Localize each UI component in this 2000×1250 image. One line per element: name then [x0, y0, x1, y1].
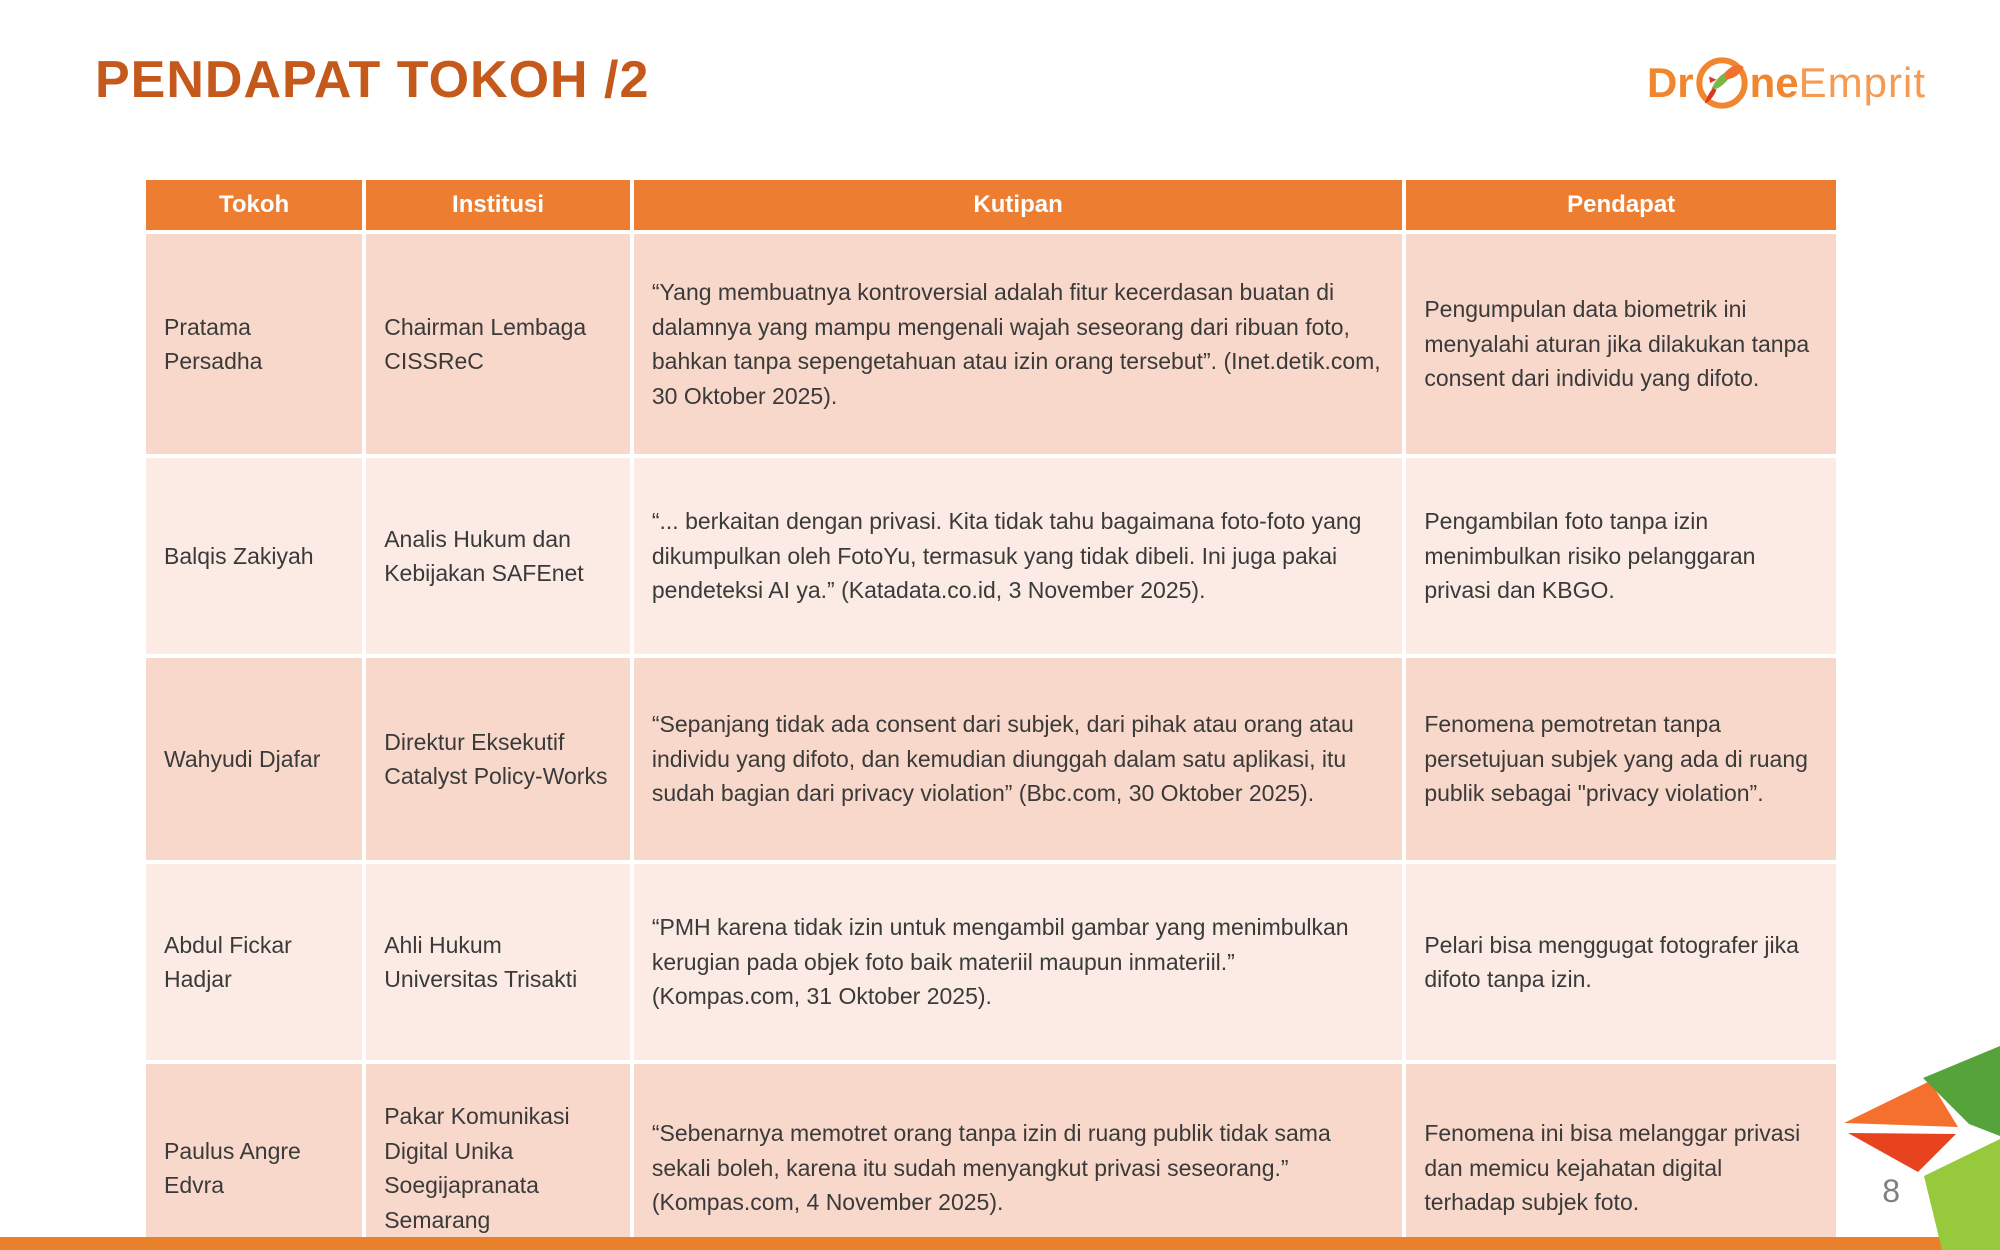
- column-header-pendapat: Pendapat: [1404, 178, 1838, 232]
- cell-institusi: Direktur Eksekutif Catalyst Policy-Works: [364, 656, 632, 862]
- cell-kutipan: “PMH karena tidak izin untuk mengambil gambar yang menimbulkan kerugian pada objek foto baik materiil maupun inmateriil.” (Kompas.com, 31 Oktober 2025).: [632, 862, 1404, 1062]
- cell-kutipan: “... berkaitan dengan privasi. Kita tidak tahu bagaimana foto-foto yang dikumpulkan oleh FotoYu, termasuk yang tidak dibeli. Ini juga pakai pendeteksi AI ya.” (Katadata.co.id, 3 November 2025).: [632, 456, 1404, 656]
- cell-institusi: Analis Hukum dan Kebijakan SAFEnet: [364, 456, 632, 656]
- column-header-kutipan: Kutipan: [632, 178, 1404, 232]
- table-header-row: [144, 178, 1838, 232]
- table-row: [144, 862, 1838, 1062]
- decoration-red-triangle: [1848, 1133, 1956, 1172]
- cell-institusi: Chairman Lembaga CISSReC: [364, 232, 632, 456]
- cell-tokoh: Balqis Zakiyah: [144, 456, 364, 656]
- cell-kutipan: “Sepanjang tidak ada consent dari subjek, dari pihak atau orang atau individu yang difoto, dan kemudian diunggah dalam satu aplikasi, itu sudah bagian dari privacy violation” (Bbc.com, 30 Oktober 2025).: [632, 656, 1404, 862]
- logo-text-ne: ne: [1749, 59, 1799, 106]
- cell-pendapat: Pengambilan foto tanpa izin menimbulkan risiko pelanggaran privasi dan KBGO.: [1404, 456, 1838, 656]
- cell-kutipan: “Sebenarnya memotret orang tanpa izin di ruang publik tidak sama sekali boleh, karena itu sudah menyangkut privasi seseorang.” (Kompas.com, 4 November 2025).: [632, 1062, 1404, 1250]
- cell-pendapat: Fenomena ini bisa melanggar privasi dan memicu kejahatan digital terhadap subjek foto.: [1404, 1062, 1838, 1250]
- logo-text-dr: Dr: [1646, 59, 1694, 106]
- table-row: [144, 1062, 1838, 1250]
- column-header-tokoh: Tokoh: [144, 178, 364, 232]
- cell-tokoh: Paulus Angre Edvra: [144, 1062, 364, 1250]
- page-number: 8: [1882, 1173, 1900, 1209]
- cell-kutipan: “Yang membuatnya kontroversial adalah fitur kecerdasan buatan di dalamnya yang mampu mengenali wajah seseorang dari ribuan foto, bahkan tanpa sepengetahuan atau izin orang tersebut”. (Inet.detik.com, 30 Oktober 2025).: [632, 232, 1404, 456]
- cell-pendapat: Pengumpulan data biometrik ini menyalahi aturan jika dilakukan tanpa consent dari individu yang difoto.: [1404, 232, 1838, 456]
- pendapat-tokoh-table: [142, 176, 1840, 1250]
- table-row: [144, 656, 1838, 862]
- cell-institusi: Ahli Hukum Universitas Trisakti: [364, 862, 632, 1062]
- table-row: [144, 232, 1838, 456]
- table-row: [144, 456, 1838, 656]
- droneemprit-bird-icon: [1695, 56, 1749, 110]
- column-header-institusi: Institusi: [364, 178, 632, 232]
- cell-tokoh: Abdul Fickar Hadjar: [144, 862, 364, 1062]
- cell-institusi: Pakar Komunikasi Digital Unika Soegijapranata Semarang: [364, 1062, 632, 1250]
- page-title: PENDAPAT TOKOH /2: [95, 51, 650, 109]
- cell-pendapat: Fenomena pemotretan tanpa persetujuan subjek yang ada di ruang publik sebagai "privacy violation”.: [1404, 656, 1838, 862]
- cell-tokoh: Pratama Persadha: [144, 232, 364, 456]
- corner-pinwheel-decoration: [1822, 1038, 2000, 1250]
- logo-text-emprit: Emprit: [1798, 59, 1926, 106]
- bottom-accent-bar: [0, 1237, 2000, 1250]
- decoration-light-green-wedge: [1924, 1139, 2000, 1250]
- logo-droneemprit: [1647, 56, 1926, 110]
- cell-pendapat: Pelari bisa menggugat fotografer jika difoto tanpa izin.: [1404, 862, 1838, 1062]
- cell-tokoh: Wahyudi Djafar: [144, 656, 364, 862]
